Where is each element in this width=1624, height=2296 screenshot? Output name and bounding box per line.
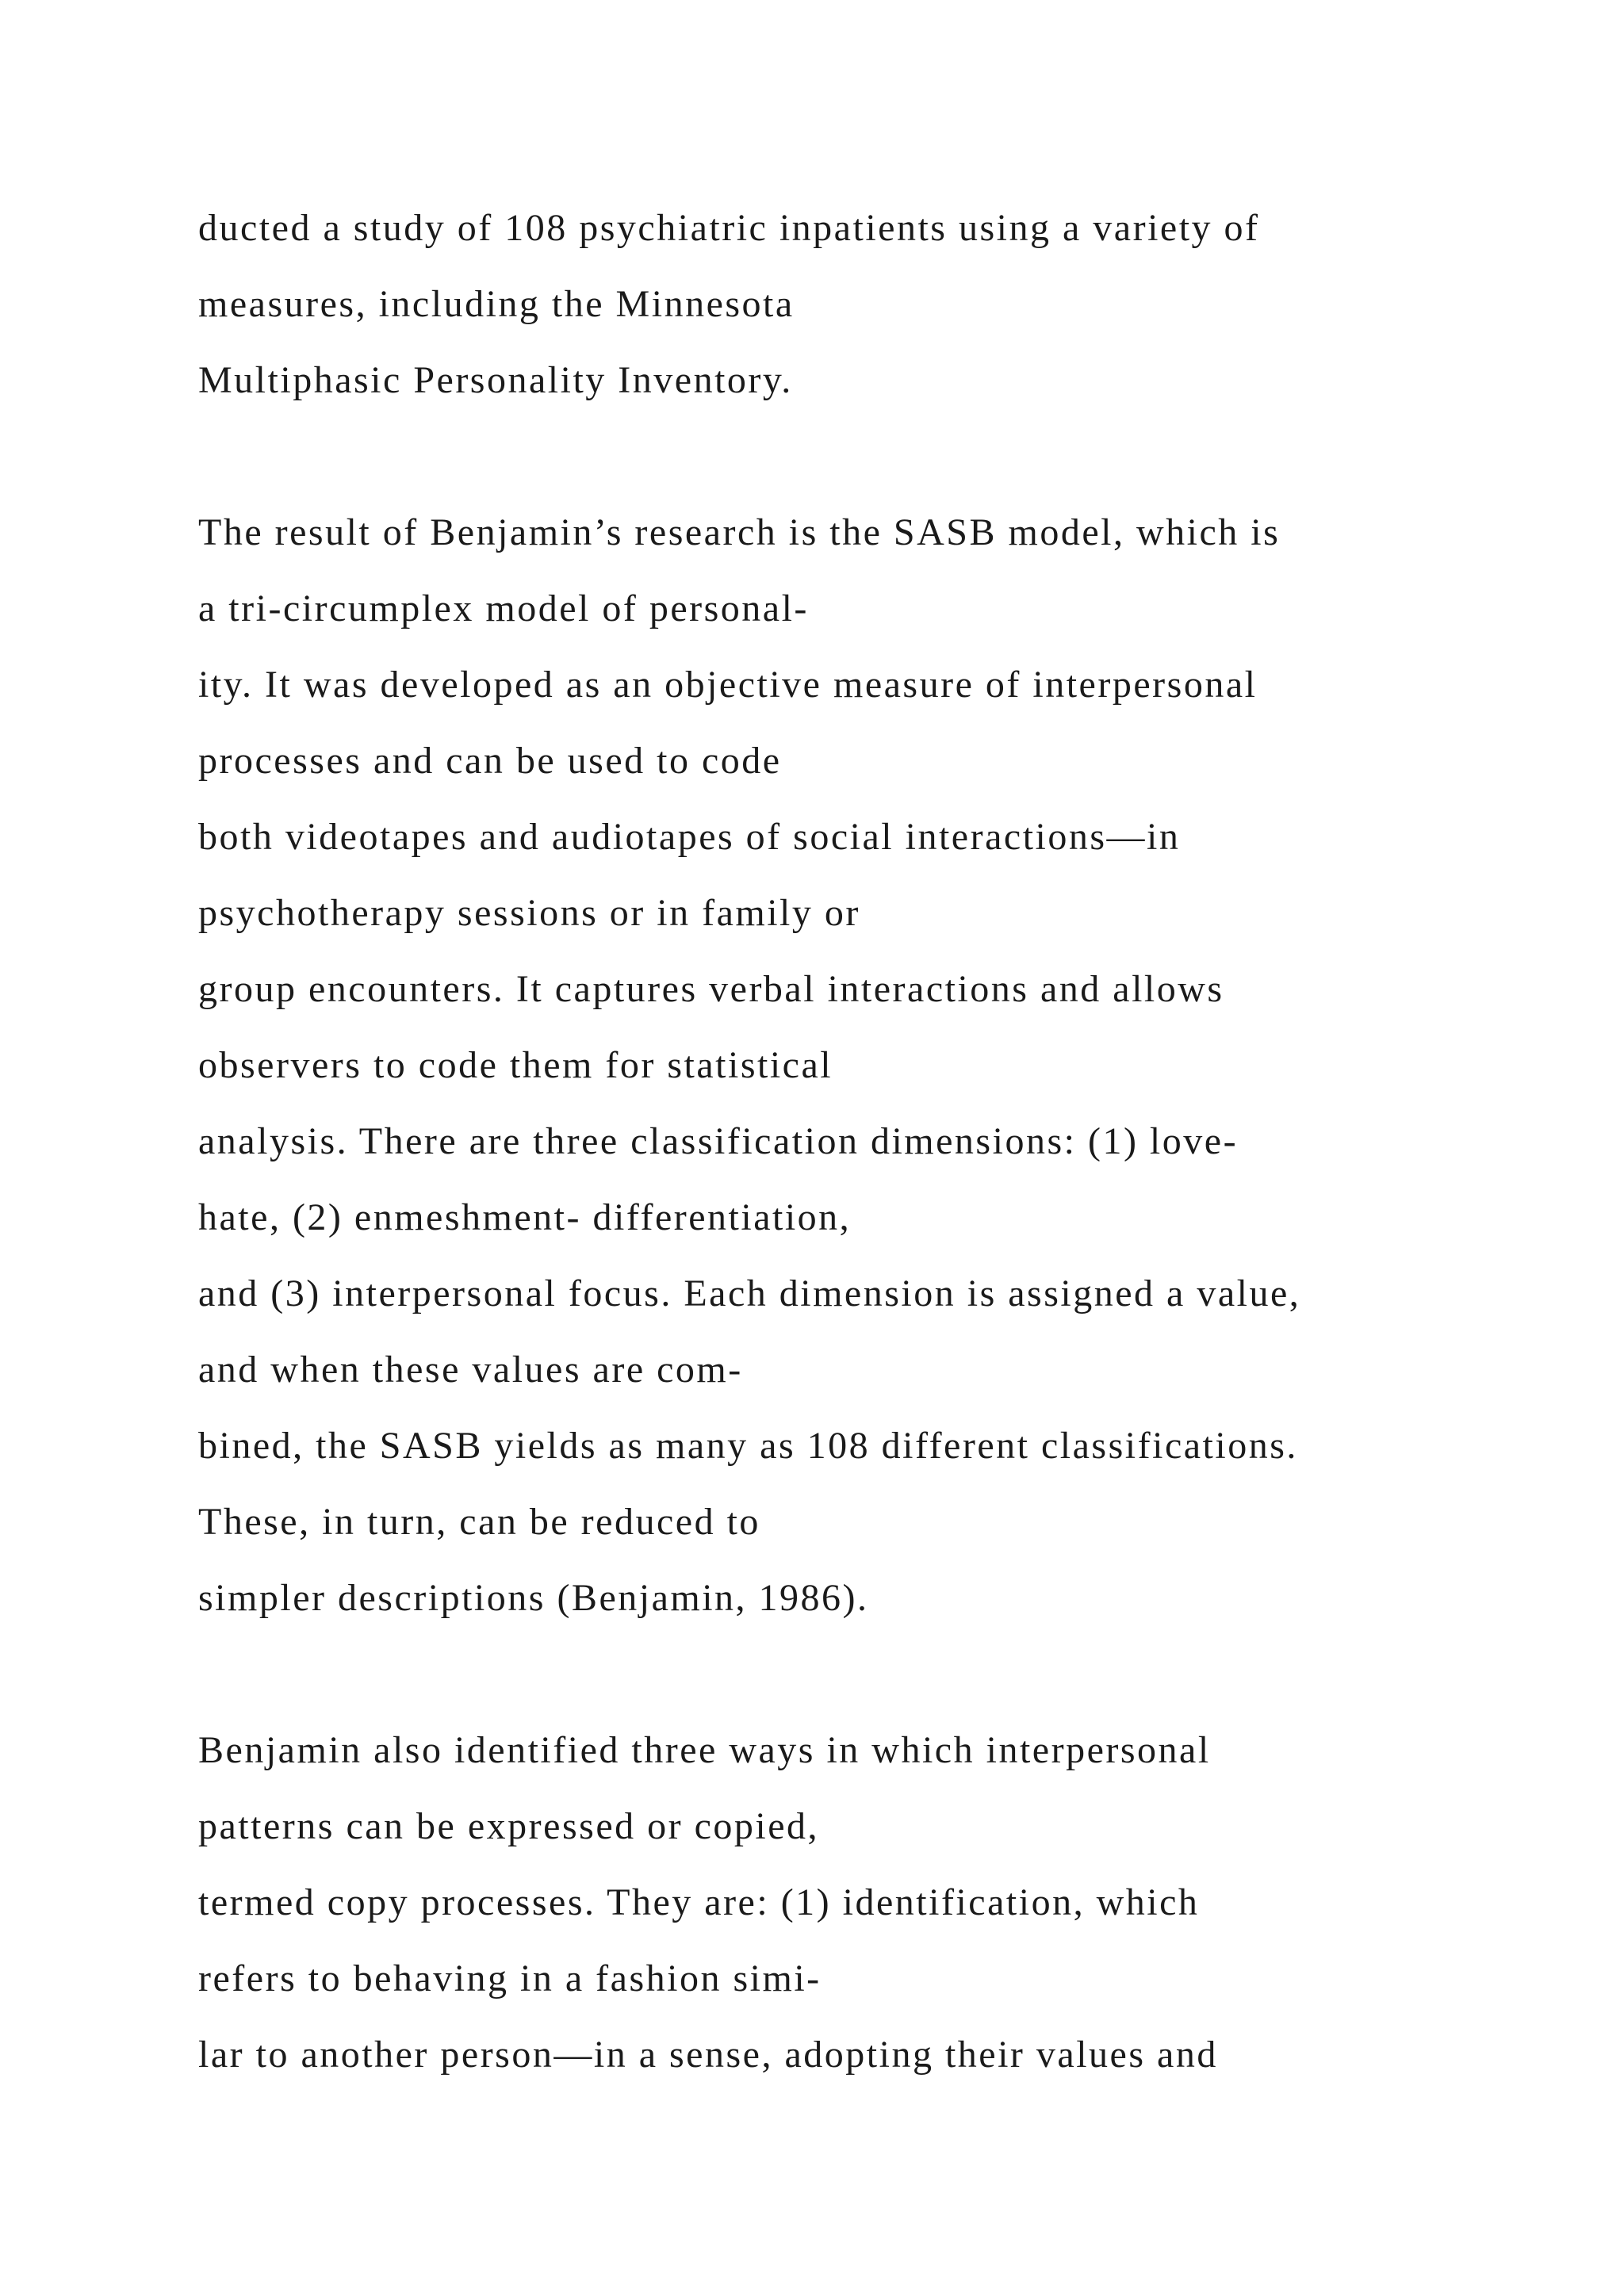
text-line: processes and can be used to code — [198, 740, 782, 782]
paragraph-1 — [198, 190, 1594, 419]
paragraph-gap — [198, 1636, 1594, 1712]
text-line: termed copy processes. They are: (1) identification, which — [198, 1881, 1200, 1923]
text-line: ducted a study of 108 psychiatric inpatients using a variety of — [198, 207, 1260, 249]
paragraph-gap — [198, 419, 1594, 495]
paragraph-2 — [198, 495, 1594, 1636]
body-text — [198, 190, 1594, 2093]
text-line: observers to code them for statistical — [198, 1044, 833, 1086]
text-line: and when these values are com- — [198, 1349, 743, 1391]
text-line: both videotapes and audiotapes of social interactions—in — [198, 816, 1181, 858]
text-line: lar to another person—in a sense, adopting their values and — [198, 2034, 1218, 2076]
text-line: measures, including the Minnesota — [198, 283, 795, 325]
text-line: a tri-circumplex model of personal- — [198, 587, 809, 629]
text-line: psychotherapy sessions or in family or — [198, 892, 860, 934]
text-line: group encounters. It captures verbal interactions and allows — [198, 968, 1224, 1010]
text-line: and (3) interpersonal focus. Each dimension is assigned a value, — [198, 1272, 1301, 1314]
text-line: refers to behaving in a fashion simi- — [198, 1957, 822, 1999]
text-line: simpler descriptions (Benjamin, 1986). — [198, 1577, 869, 1619]
text-line: These, in turn, can be reduced to — [198, 1501, 760, 1543]
text-line: patterns can be expressed or copied, — [198, 1805, 820, 1847]
text-line: bined, the SASB yields as many as 108 different classifications. — [198, 1425, 1298, 1467]
text-line: Benjamin also identified three ways in which interpersonal — [198, 1729, 1211, 1771]
text-line: ity. It was developed as an objective measure of interpersonal — [198, 664, 1258, 706]
text-line: Multiphasic Personality Inventory. — [198, 359, 793, 401]
text-line: hate, (2) enmeshment- differentiation, — [198, 1196, 852, 1238]
text-line: The result of Benjamin’s research is the SASB model, which is — [198, 511, 1281, 553]
paragraph-3 — [198, 1712, 1594, 2093]
text-line: analysis. There are three classification dimensions: (1) love- — [198, 1120, 1239, 1162]
